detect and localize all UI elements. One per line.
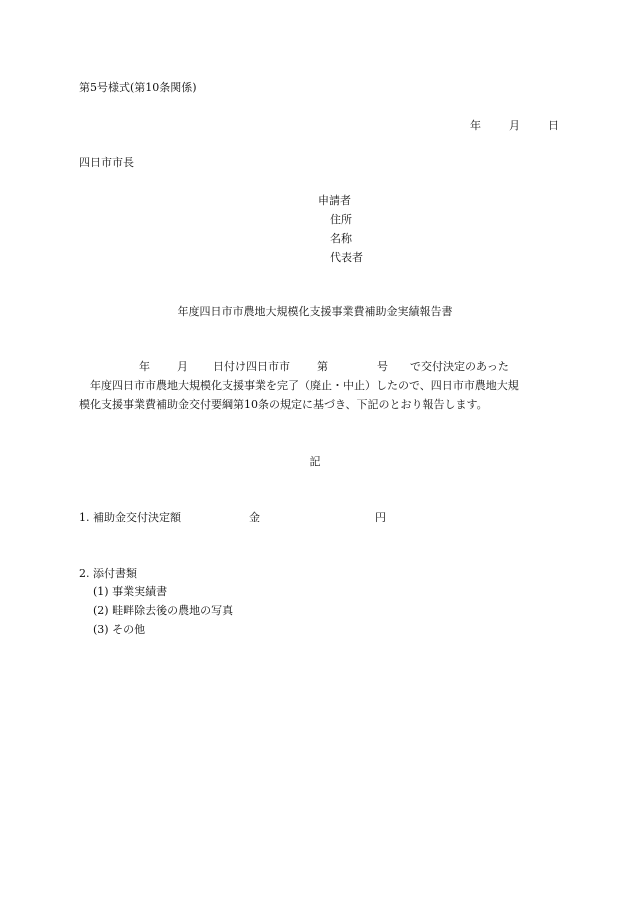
date-day: 日 [548, 119, 559, 132]
ki-heading: 記 [309, 455, 321, 468]
body-year: 年 [139, 360, 150, 373]
body-month: 月 [177, 360, 188, 373]
attachment-item: (3) その他 [93, 623, 146, 636]
applicant-name-label: 名称 [330, 232, 352, 245]
item1-yen: 円 [375, 511, 386, 524]
item1-kin: 金 [249, 511, 260, 524]
attachment-item: (2) 畦畔除去後の農地の写真 [93, 604, 234, 617]
item-subsidy-amount [79, 510, 386, 526]
applicant-block [318, 193, 363, 269]
body-line-1 [79, 359, 559, 378]
attachments-list [93, 584, 233, 641]
date-line [470, 118, 559, 134]
body-dated: 日付け四日市市 [213, 360, 290, 373]
item-attachments-label: 2. 添付書類 [79, 567, 137, 580]
recipient: 四日市市長 [79, 156, 134, 169]
applicant-address-label: 住所 [330, 213, 352, 226]
body-line-3: 模化支援事業費補助金交付要綱第10条の規定に基づき、下記のとおり報告します。 [79, 398, 488, 411]
body-text [79, 359, 559, 416]
body-tail: で交付決定のあった [410, 360, 509, 373]
body-go: 号 [377, 360, 388, 373]
body-line-2: 年度四日市市農地大規模化支援事業を完了（廃止・中止）したので、四日市市農地大規 [90, 379, 519, 392]
body-dai: 第 [317, 360, 328, 373]
date-month: 月 [509, 119, 520, 132]
attachment-item: (1) 事業実績書 [93, 585, 168, 598]
report-title: 年度四日市市農地大規模化支援事業費補助金実績報告書 [177, 305, 453, 318]
date-year: 年 [470, 119, 481, 132]
item1-label: 1. 補助金交付決定額 [79, 511, 181, 524]
applicant-heading: 申請者 [318, 194, 351, 207]
applicant-representative-label: 代表者 [330, 251, 363, 264]
form-number: 第5号様式(第10条関係) [79, 81, 197, 94]
